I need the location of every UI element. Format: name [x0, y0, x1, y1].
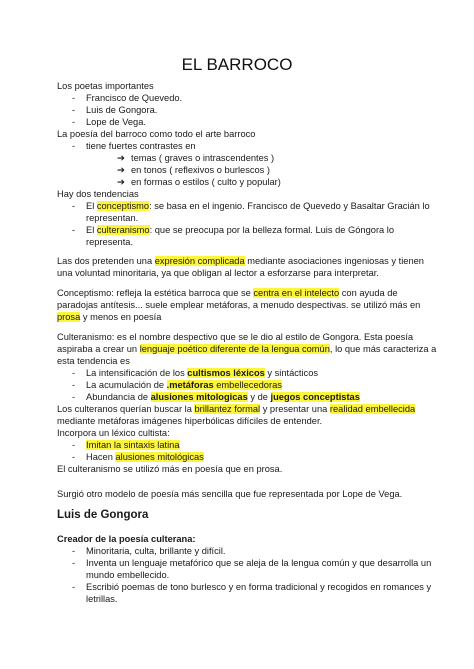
list-item: - La acumulación de .metáforas embellecedoras [72, 380, 282, 390]
list-item-cont: representa. [86, 237, 134, 247]
tendencias-heading: Hay dos tendencias [57, 189, 139, 199]
paragraph-line: El culteranismo se utilizó más en poesía que en prosa. [57, 464, 283, 474]
paragraph-line: esta tendencia es [57, 356, 130, 366]
right-arrow-icon: ➔ [117, 153, 125, 163]
highlight: .metáforas [166, 380, 214, 390]
page-title: EL BARROCO [181, 55, 293, 74]
list-item: - Abundancia de alusiones mitologicas y de juegos conceptistas [72, 392, 360, 402]
highlight: alusiones mitológicas [115, 452, 204, 462]
dash-icon: - [72, 380, 76, 390]
paragraph-line: una voluntad minoritaria, ya que obligan al lector a esforzarse para interpretar. [57, 268, 379, 278]
highlight: cultismos léxicos [187, 368, 265, 378]
list-item: - El conceptismo: se basa en el ingenio. Francisco de Quevedo y Basaltar Gracián lo [72, 201, 430, 211]
list-item: - El culteranismo: que se preocupa por la belleza formal. Luis de Góngora lo [72, 225, 395, 235]
poetas-heading: Los poetas importantes [57, 81, 154, 91]
list-item [72, 439, 180, 451]
highlight: alusiones mitologicas [150, 392, 248, 402]
list-item: ➔ temas ( graves o intrascendentes ) [117, 153, 275, 163]
highlight: conceptismo [96, 201, 150, 211]
dash-icon: - [72, 141, 76, 151]
highlight: prosa [57, 312, 81, 322]
highlight: realidad embellecida [329, 404, 416, 414]
list-item: - Inventa un lenguaje metafórico que se aleja de la lengua común y que desarrolla un [72, 558, 432, 568]
section-heading: Luis de Gongora [57, 509, 149, 521]
paragraph-line: paradojas antítesis... suele emplear metáforas, a menudo despectivas. se utilizó más en [57, 300, 421, 310]
paragraph-line: Los culteranos querían buscar la brillantez formal y presentar una realidad embellecida [57, 404, 416, 414]
list-item: - Lope de Vega. [72, 117, 146, 127]
list-item-cont: letrillas. [86, 594, 118, 604]
dash-icon: - [72, 392, 76, 402]
list-item: - tiene fuertes contrastes en [72, 141, 196, 151]
list-item: - Francisco de Quevedo. [72, 93, 183, 103]
highlight: expresión complicada [154, 256, 245, 266]
paragraph-line: Surgió otro modelo de poesía más sencilla que fue representada por Lope de Vega. [57, 489, 403, 499]
right-arrow-icon: ➔ [117, 177, 125, 187]
dash-icon: - [72, 582, 76, 592]
highlight: embellecedoras [213, 380, 282, 390]
list-item-cont: mundo embellecido. [86, 570, 170, 580]
list-item: - Hacen alusiones mitológicas [72, 452, 204, 462]
list-item: - Luis de Gongora. [72, 105, 158, 115]
list-item: ➔ en formas o estilos ( culto y popular) [117, 177, 281, 187]
list-item: - Escribió poemas de tono burlesco y en forma tradicional y recogidos en romances y [72, 582, 432, 592]
subheading: Creador de la poesía culterana: [57, 534, 196, 544]
list-item: ➔ en tonos ( reflexivos o burlescos ) [117, 165, 270, 175]
right-arrow-icon: ➔ [117, 165, 125, 175]
dash-icon: - [72, 201, 76, 211]
highlight: centra en el intelecto [253, 288, 340, 298]
highlight: culteranismo [96, 225, 150, 235]
paragraph-line: Las dos pretenden una expresión complicada mediante asociaciones ingeniosas y tienen [57, 256, 424, 266]
highlight: lenguaje poético diferente de la lengua común [139, 344, 330, 354]
paragraph-line: aspiraba a crear un lenguaje poético diferente de la lengua común, lo que más caracteriza a [57, 344, 437, 354]
dash-icon: - [72, 368, 76, 378]
poesia-intro: La poesía del barroco como todo el arte barroco [57, 129, 256, 139]
paragraph-line: Conceptismo: refleja la estética barroca que se centra en el intelecto con ayuda de [57, 288, 398, 298]
dash-icon: - [72, 546, 76, 556]
list-item-cont: representan. [86, 213, 139, 223]
highlight: Imitan la sintaxis latina [86, 440, 180, 450]
paragraph-line: mediante metáforas imágenes hiperbólicas difíciles de entender. [57, 416, 323, 426]
highlight: juegos conceptistas [270, 392, 360, 402]
dash-icon: - [72, 117, 76, 127]
dash-icon: - [72, 225, 76, 235]
dash-icon: - [72, 452, 76, 462]
highlight: brillantez formal [194, 404, 261, 414]
dash-icon: - [72, 440, 76, 450]
paragraph-line: prosa y menos en poesía [57, 312, 162, 322]
list-item: - Minoritaria, culta, brillante y difícil. [72, 546, 226, 556]
paragraph-line: Incorpora un léxico cultista: [57, 428, 170, 438]
dash-icon: - [72, 558, 76, 568]
dash-icon: - [72, 105, 76, 115]
dash-icon: - [72, 93, 76, 103]
list-item: - La intensificación de los cultismos léxicos y sintácticos [72, 368, 319, 378]
paragraph-line: Culteranismo: es el nombre despectivo que se le dio al estilo de Gongora. Esta poesía [57, 332, 414, 342]
